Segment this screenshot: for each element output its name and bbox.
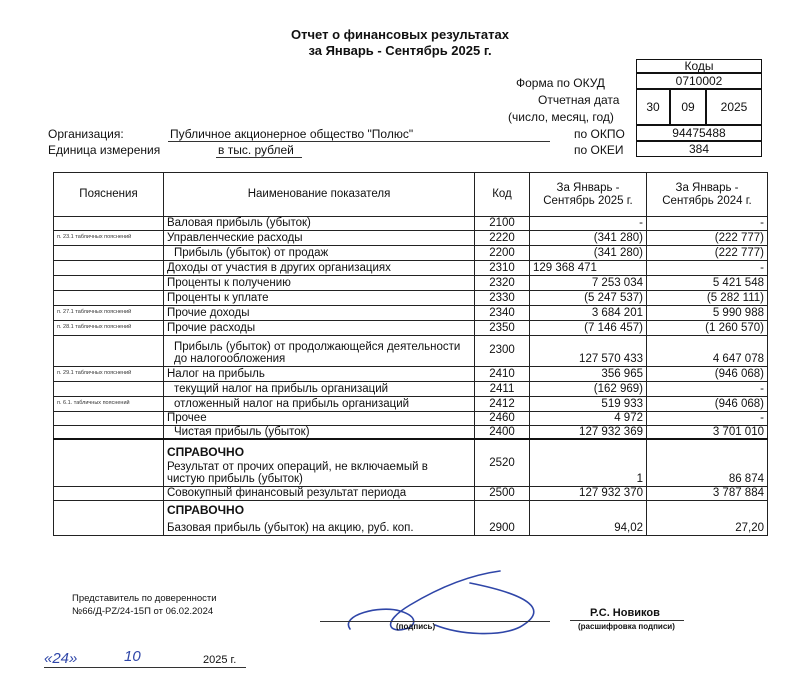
row-value-2025: 4 972 [530, 411, 647, 425]
row-note: п. 6.1. табличных пояснений [54, 396, 164, 411]
row-code: 2900 [475, 500, 530, 535]
row-note [54, 217, 164, 231]
okpo-label: по ОКПО [574, 127, 625, 141]
table-row [54, 381, 768, 396]
row-value-2024: 4 647 078 [647, 335, 768, 366]
row-code: 2410 [475, 366, 530, 381]
row-value-2025: - [530, 217, 647, 231]
financial-results-table [53, 172, 768, 536]
row-value-2025: 127 570 433 [530, 335, 647, 366]
row-name: Прочие доходы [164, 305, 475, 320]
date-day: 30 [636, 89, 670, 125]
row-code: 2100 [475, 217, 530, 231]
row-note: п. 23.1 табличных пояснений [54, 230, 164, 245]
okei-value: 384 [636, 141, 762, 157]
row-name: Валовая прибыль (убыток) [164, 217, 475, 231]
row-name: Прочие расходы [164, 320, 475, 335]
row-name-block [164, 500, 475, 535]
date-line [44, 667, 246, 668]
date-year: 2025 г. [203, 654, 237, 666]
row-code: 2320 [475, 275, 530, 290]
row-note [54, 245, 164, 260]
reference-name: Базовая прибыль (убыток) на акцию, руб. коп. [167, 522, 414, 534]
row-code: 2220 [475, 230, 530, 245]
row-code: 2300 [475, 335, 530, 366]
table-row [54, 230, 768, 245]
row-note [54, 290, 164, 305]
header-2025: За Январь - Сентябрь 2025 г. [530, 173, 647, 217]
table-row [54, 275, 768, 290]
date-year: 2025 [706, 89, 762, 125]
header-notes: Пояснения [54, 173, 164, 217]
row-value-2024: 5 421 548 [647, 275, 768, 290]
row-note [54, 500, 164, 535]
report-title: Отчет о финансовых результатах [291, 27, 509, 42]
row-value-2025: 127 932 369 [530, 425, 647, 439]
row-note [54, 275, 164, 290]
row-code: 2200 [475, 245, 530, 260]
row-value-2024: 3 701 010 [647, 425, 768, 439]
codes-header: Коды [636, 59, 762, 73]
signature-caption: (подпись) [396, 622, 436, 631]
row-value-2025: 7 253 034 [530, 275, 647, 290]
row-value-2025: (341 280) [530, 245, 647, 260]
header-code: Код [475, 173, 530, 217]
row-name: Управленческие расходы [164, 230, 475, 245]
org-underline [168, 141, 550, 142]
header-2024: За Январь - Сентябрь 2024 г. [647, 173, 768, 217]
row-value-2024: 27,20 [647, 500, 768, 535]
unit-value: в тыс. рублей [218, 143, 294, 157]
name-caption: (расшифровка подписи) [578, 622, 675, 631]
row-name: отложенный налог на прибыль организаций [164, 396, 475, 411]
row-note [54, 425, 164, 439]
unit-underline [216, 157, 302, 158]
row-value-2025: 129 368 471 [530, 260, 647, 275]
okud-label: Форма по ОКУД [516, 76, 605, 90]
okei-label: по ОКЕИ [574, 143, 624, 157]
name-line [570, 620, 684, 621]
signatory-name: Р.С. Новиков [590, 607, 660, 619]
row-value-2025: 94,02 [530, 500, 647, 535]
row-value-2025: 519 933 [530, 396, 647, 411]
row-value-2024: (1 260 570) [647, 320, 768, 335]
table-row [54, 320, 768, 335]
row-value-2024: - [647, 381, 768, 396]
date-label: Отчетная дата [538, 93, 620, 107]
row-value-2025: 1 [530, 439, 647, 486]
row-name-block [164, 439, 475, 486]
reference-heading: СПРАВОЧНО [167, 502, 245, 517]
row-note: п. 29.1 табличных пояснений [54, 366, 164, 381]
table-row [54, 396, 768, 411]
row-code: 2350 [475, 320, 530, 335]
table-row [54, 366, 768, 381]
row-code: 2520 [475, 439, 530, 486]
row-code: 2412 [475, 396, 530, 411]
row-value-2025: (341 280) [530, 230, 647, 245]
date-month: 09 [670, 89, 706, 125]
date-month-handwritten: 10 [124, 648, 141, 665]
table-row [54, 260, 768, 275]
date-day-handwritten: «24» [44, 650, 78, 667]
row-name: текущий налог на прибыль организаций [164, 381, 475, 396]
row-value-2024: 3 787 884 [647, 486, 768, 500]
row-name: Чистая прибыль (убыток) [164, 425, 475, 439]
table-row-total [54, 486, 768, 500]
row-value-2025: (7 146 457) [530, 320, 647, 335]
row-value-2024: (946 068) [647, 366, 768, 381]
row-note: п. 27.1 табличных пояснений [54, 305, 164, 320]
handwritten-signature [320, 565, 570, 645]
org-label: Организация: [48, 127, 124, 141]
row-name: Прочее [164, 411, 475, 425]
row-value-2024: (222 777) [647, 245, 768, 260]
row-value-2025: 3 684 201 [530, 305, 647, 320]
row-value-2025: (5 247 537) [530, 290, 647, 305]
row-value-2024: - [647, 411, 768, 425]
header-indicator: Наименование показателя [164, 173, 475, 217]
table-row [54, 335, 768, 366]
row-code: 2310 [475, 260, 530, 275]
date-sublabel: (число, месяц, год) [508, 110, 614, 124]
table-row [54, 411, 768, 425]
row-value-2024: - [647, 217, 768, 231]
row-name: Налог на прибыль [164, 366, 475, 381]
row-code: 2460 [475, 411, 530, 425]
row-value-2024: - [647, 260, 768, 275]
representative-line-1: Представитель по доверенности [72, 593, 217, 604]
table-row-net-profit [54, 425, 768, 439]
reference-heading: СПРАВОЧНО [167, 445, 245, 459]
row-code: 2400 [475, 425, 530, 439]
row-code: 2500 [475, 486, 530, 500]
row-note [54, 260, 164, 275]
row-code: 2330 [475, 290, 530, 305]
unit-label: Единица измерения [48, 143, 161, 157]
row-value-2025: 127 932 370 [530, 486, 647, 500]
row-value-2025: 356 965 [530, 366, 647, 381]
row-note [54, 411, 164, 425]
table-header-row [54, 173, 768, 217]
row-note: п. 28.1 табличных пояснений [54, 320, 164, 335]
org-name: Публичное акционерное общество "Полюс" [170, 127, 414, 141]
row-note [54, 486, 164, 500]
row-name: Проценты к уплате [164, 290, 475, 305]
row-code: 2411 [475, 381, 530, 396]
row-note [54, 335, 164, 366]
table-row-reference [54, 439, 768, 486]
row-value-2024: 5 990 988 [647, 305, 768, 320]
reference-name: Результат от прочих операций, не включаемый в чистую прибыль (убыток) [167, 460, 428, 485]
row-name: Совокупный финансовый результат периода [164, 486, 475, 500]
table-row [54, 305, 768, 320]
report-period: за Январь - Сентябрь 2025 г. [308, 43, 492, 58]
row-name: Прибыль (убыток) от продаж [164, 245, 475, 260]
table-row [54, 217, 768, 231]
row-value-2024: (222 777) [647, 230, 768, 245]
row-value-2024: (5 282 111) [647, 290, 768, 305]
row-value-2024: (946 068) [647, 396, 768, 411]
row-value-2025: (162 969) [530, 381, 647, 396]
row-name: Доходы от участия в других организациях [164, 260, 475, 275]
row-name: Проценты к получению [164, 275, 475, 290]
row-note [54, 439, 164, 486]
table-row [54, 290, 768, 305]
row-name: Прибыль (убыток) от продолжающейся деятельности до налогообложения [164, 335, 475, 366]
row-code: 2340 [475, 305, 530, 320]
row-value-2024: 86 874 [647, 439, 768, 486]
row-note [54, 381, 164, 396]
table-row-reference [54, 500, 768, 535]
okpo-value: 94475488 [636, 125, 762, 141]
representative-line-2: №66/Д-PZ/24-15П от 06.02.2024 [72, 606, 214, 617]
okud-value: 0710002 [636, 73, 762, 89]
table-row [54, 245, 768, 260]
